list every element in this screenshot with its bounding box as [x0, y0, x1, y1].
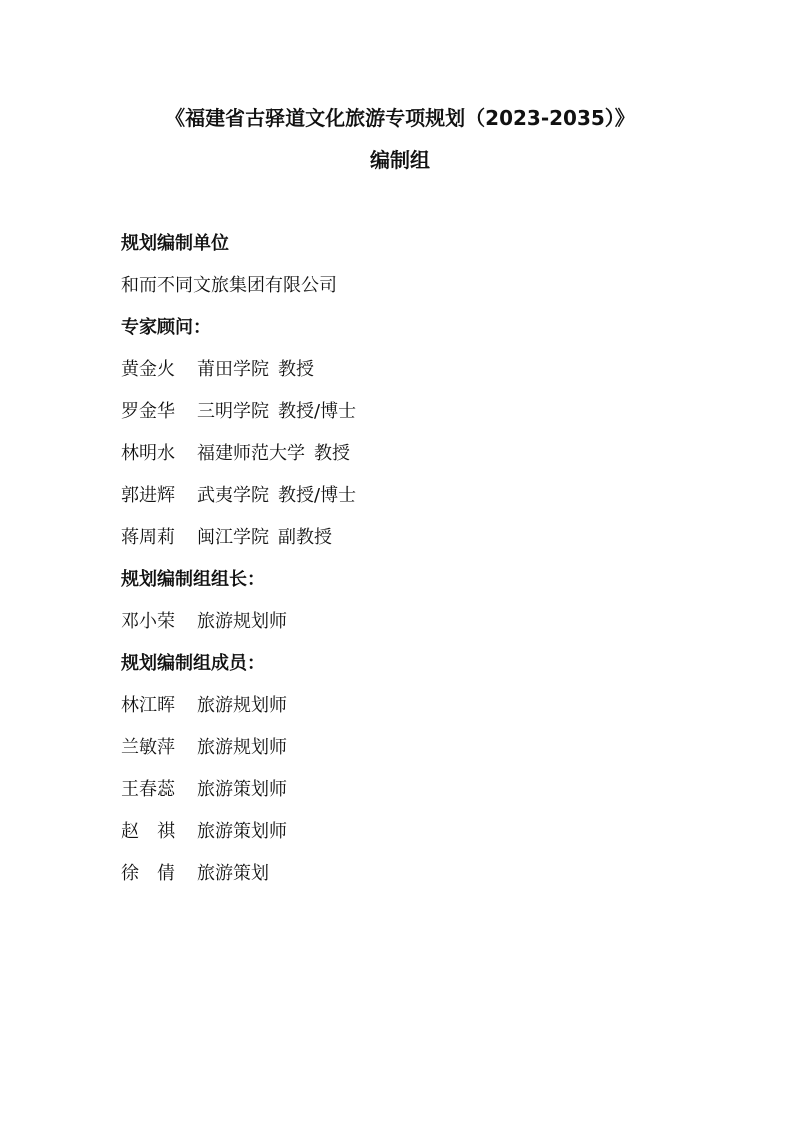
person-name: 郭进辉	[121, 485, 175, 506]
person-role: 教授/博士	[278, 401, 357, 422]
person-name: 王春蕊	[121, 779, 175, 800]
person-name: 邓小荣	[121, 611, 175, 632]
person-title: 旅游规划师	[197, 737, 287, 758]
person-affiliation: 武夷学院	[197, 485, 269, 506]
member-row	[121, 818, 681, 860]
advisor-row	[121, 440, 681, 482]
person-affiliation: 三明学院	[197, 401, 269, 422]
person-title: 旅游规划师	[197, 695, 287, 716]
person-name: 蒋周莉	[121, 527, 175, 548]
leader-row	[121, 608, 681, 650]
document-body	[121, 230, 681, 902]
section-heading-members: 规划编制组成员：	[121, 653, 265, 674]
person-role: 教授	[314, 443, 350, 464]
person-title: 旅游规划师	[197, 611, 287, 632]
unit-name: 和而不同文旅集团有限公司	[121, 275, 337, 296]
advisor-row	[121, 524, 681, 566]
member-row	[121, 734, 681, 776]
document-title: 《福建省古驿道文化旅游专项规划（2023-2035）》	[165, 106, 635, 130]
person-name: 黄金火	[121, 359, 175, 380]
person-title: 旅游策划师	[197, 779, 287, 800]
person-role: 副教授	[278, 527, 332, 548]
person-name: 林江晖	[121, 695, 175, 716]
member-row	[121, 860, 681, 902]
person-title: 旅游策划师	[197, 821, 287, 842]
person-name: 赵 祺	[121, 821, 175, 842]
section-heading-leader: 规划编制组组长：	[121, 569, 265, 590]
person-role: 教授/博士	[278, 485, 357, 506]
advisor-row	[121, 482, 681, 524]
member-row	[121, 776, 681, 818]
person-name: 罗金华	[121, 401, 175, 422]
person-affiliation: 福建师范大学	[197, 443, 305, 464]
person-affiliation: 闽江学院	[197, 527, 269, 548]
person-title: 旅游策划	[197, 863, 269, 884]
person-role: 教授	[278, 359, 314, 380]
section-heading-advisors: 专家顾问：	[121, 317, 211, 338]
person-name: 徐 倩	[121, 863, 175, 884]
person-affiliation: 莆田学院	[197, 359, 269, 380]
person-name: 兰敏萍	[121, 737, 175, 758]
advisor-row	[121, 398, 681, 440]
document-subtitle: 编制组	[370, 148, 430, 172]
advisor-row	[121, 356, 681, 398]
section-heading-unit: 规划编制单位	[121, 233, 229, 254]
person-name: 林明水	[121, 443, 175, 464]
member-row	[121, 692, 681, 734]
